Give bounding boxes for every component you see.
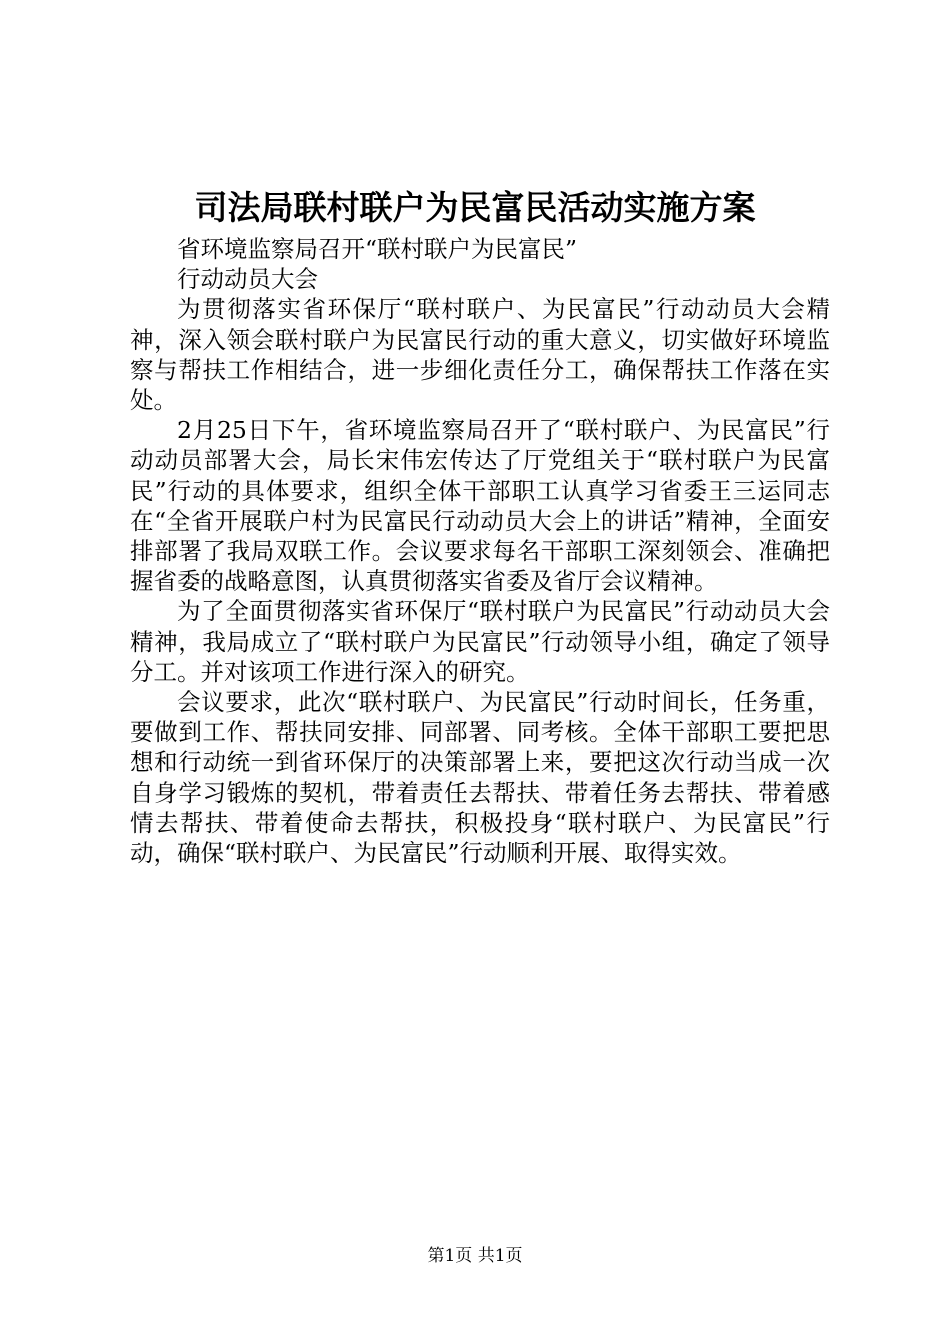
- document-body: [130, 234, 830, 868]
- paragraph-2: 2月25日下午，省环境监察局召开了“联村联户、为民富民”行动动员部署大会，局长宋伟宏传达了厅党组关于“联村联户为民富民”行动的具体要求，组织全体干部职工认真学习省委王三运同志在“全省开展联户村为民富民行动动员大会上的讲话”精神，全面安排部署了我局双联工作。会议要求每名干部职工深刻领会、准确把握省委的战略意图，认真贯彻落实省委及省厅会议精神。: [130, 416, 830, 596]
- document-title: 司法局联村联户为民富民活动实施方案: [194, 188, 756, 227]
- page-footer: 第1页 共1页: [427, 1246, 523, 1266]
- paragraph-3: 为了全面贯彻落实省环保厅“联村联户为民富民”行动动员大会精神，我局成立了“联村联户为民富民”行动领导小组，确定了领导分工。并对该项工作进行深入的研究。: [130, 597, 830, 686]
- paragraph-1: 为贯彻落实省环保厅“联村联户、为民富民”行动动员大会精神，深入领会联村联户为民富民行动的重大意义，切实做好环境监察与帮扶工作相结合，进一步细化责任分工，确保帮扶工作落在实处。: [130, 295, 830, 415]
- subtitle-line-2: 行动动员大会: [177, 265, 318, 294]
- paragraph-4: 会议要求，此次“联村联户、为民富民”行动时间长，任务重，要做到工作、帮扶同安排、同部署、同考核。全体干部职工要把思想和行动统一到省环保厅的决策部署上来，要把这次行动当成一次自身学习锻炼的契机，带着责任去帮扶、带着任务去帮扶、带着感情去帮扶、带着使命去帮扶，积极投身“联村联户、为民富民”行动，确保“联村联户、为民富民”行动顺利开展、取得实效。: [130, 688, 830, 868]
- subtitle-line-1: 省环境监察局召开“联村联户为民富民”: [177, 235, 578, 263]
